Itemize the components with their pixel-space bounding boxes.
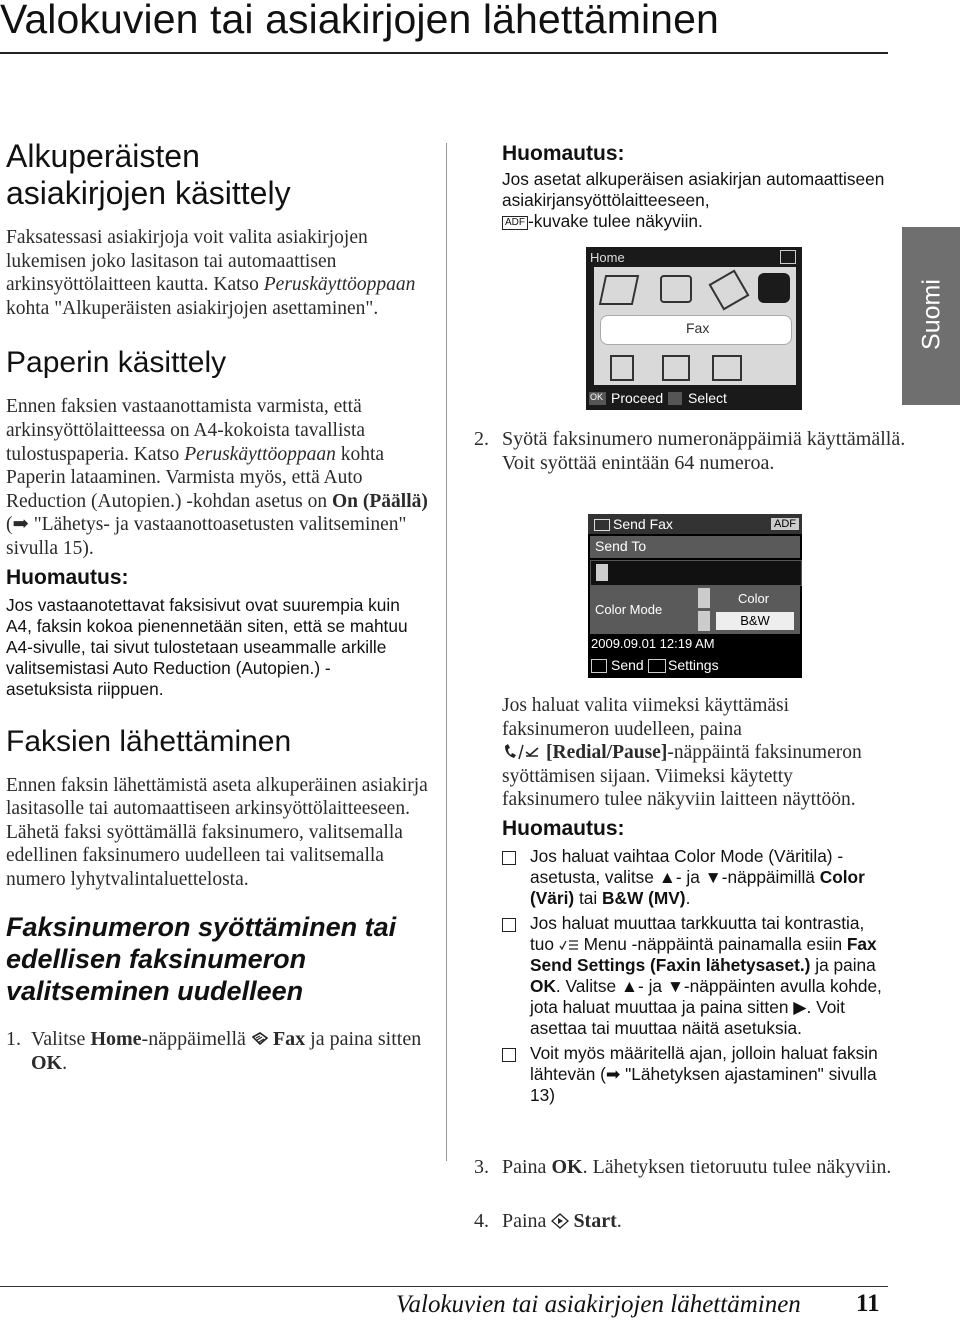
key-label: OK — [31, 1051, 63, 1074]
book-title: Peruskäyttöoppaan — [263, 274, 416, 296]
fax-number-input[interactable] — [590, 560, 802, 586]
setting-value: On (Päällä) — [332, 490, 428, 512]
step-3 — [474, 1155, 914, 1179]
redial-pause-icon — [502, 743, 540, 761]
checkbox-bullet-icon — [502, 1048, 516, 1062]
fax-icon — [758, 273, 790, 303]
text: kohta Paperin lataaminen. Varmista myös, että Auto Reduction (Autopien.) -kohdan asetus on — [6, 443, 385, 512]
text: . — [616, 1210, 622, 1232]
right-column-lower — [502, 694, 892, 1110]
card-icon — [712, 355, 742, 381]
list-item — [502, 913, 892, 1039]
key-label: Home — [90, 1027, 142, 1050]
text: . Valitse ▲- ja ▼-näppäinten avulla kohde, jota haluat muuttaa ja paina sitten ▶. Voit asettaa tai muuttaa näitä asetuksia. — [530, 975, 882, 1038]
page-number: 11 — [856, 1290, 880, 1317]
book-title: Peruskäyttöoppaan — [184, 443, 336, 465]
originals-paragraph — [6, 226, 431, 320]
note-heading: Huomautus: — [6, 565, 129, 589]
color-mode-label: Color Mode — [595, 602, 663, 617]
network-icon — [780, 250, 796, 264]
adf-icon: ADF — [502, 216, 528, 230]
step-text: Syötä faksinumero numeronäppäimiä käyttämällä. Voit syöttää enintään 64 numeroa. — [502, 428, 906, 474]
text: ja paina — [810, 954, 876, 975]
select-label: Select — [688, 390, 727, 406]
text: Jos asetat alkuperäisen asiakirjan automaattiseen asiakirjansyöttölaitteeseen, — [502, 169, 885, 210]
text: Voit myös määritellä ajan, jolloin haluat faksin lähtevän (➡ "Lähetyksen ajastaminen" sivulla 13) — [530, 1042, 878, 1105]
checkbox-bullet-icon — [502, 918, 516, 932]
scan-icon — [709, 270, 750, 311]
step-4 — [474, 1209, 914, 1233]
settings-label: Settings — [668, 657, 719, 673]
text: Jos haluat vaihtaa Color Mode (Väritila) -asetusta, valitse ▲- ja ▼-näppäimillä — [530, 845, 844, 887]
redial-paragraph — [502, 694, 892, 812]
fax-icon — [251, 1031, 269, 1047]
home-screen — [586, 247, 802, 410]
section-heading-paper: Paperin käsittely — [6, 346, 227, 380]
key-label: Fax — [272, 1027, 306, 1050]
header-rule — [0, 52, 888, 54]
note-text: Jos vastaanotettavat faksisivut ovat suurempia kuin A4, faksin kokoa pienennetään siten, että se mahtuu A4-sivulle, tai sivut tulostetaan useammalle arkille valitsemistasi Auto Reduction (Autopien.) -asetuksista riippuen. — [6, 594, 408, 699]
page-header-title: Valokuvien tai asiakirjojen lähettäminen — [0, 0, 719, 42]
text: . Lähetyksen tietoruutu tulee näkyviin. — [582, 1156, 892, 1178]
setup-icon — [610, 355, 634, 381]
text: -kuvake tulee näkyviin. — [528, 211, 703, 231]
footer-title: Valokuvien tai asiakirjojen lähettäminen — [396, 1291, 801, 1318]
down-arrow-icon[interactable] — [698, 611, 710, 631]
step-2 — [474, 427, 912, 475]
text: Valitse — [31, 1027, 91, 1050]
checkbox-bullet-icon — [502, 851, 516, 865]
step-1 — [6, 1027, 431, 1075]
key-label: OK — [530, 975, 556, 996]
section-heading-sending: Faksien lähettäminen — [6, 724, 292, 758]
adf-badge: ADF — [771, 518, 799, 530]
footer-rule — [0, 1286, 888, 1287]
print-icon — [662, 355, 690, 381]
datetime-readout: 2009.09.01 12:19 AM — [591, 636, 715, 651]
subsection-heading-number: Faksinumeron syöttäminen tai edellisen faksinumeron valitseminen uudelleen — [6, 911, 397, 1006]
proceed-label: Proceed — [611, 390, 664, 406]
start-icon — [551, 1213, 569, 1229]
text: Ennen faksien vastaanottamista varmista, että arkinsyöttölaitteessa on A4-kokoista tavallista tulostuspaperia. Katso — [6, 396, 366, 465]
note-adf — [502, 169, 890, 232]
key-label: [Redial/Pause] — [546, 742, 668, 764]
text: Jos haluat valita viimeksi käyttämäsi faksinumeron uudelleen, paina — [502, 695, 790, 740]
home-screen-title: Home — [590, 250, 625, 265]
text: . — [62, 1051, 68, 1074]
start-icon — [591, 659, 607, 673]
text: tai — [574, 887, 603, 908]
text: (➡ "Lähetys- ja vastaanottoasetusten valitseminen" sivulla 15). — [6, 514, 407, 559]
menu-icon — [648, 659, 666, 673]
text: Menu -näppäintä painamalla esiin — [578, 933, 847, 954]
copy-icon — [599, 275, 639, 305]
list-item — [502, 846, 892, 909]
ok-badge-label: OK — [590, 392, 604, 402]
language-tab-label: Suomi — [917, 279, 946, 350]
step-number: 1. — [6, 1027, 21, 1050]
left-column — [6, 138, 431, 1075]
send-label: Send — [611, 657, 644, 673]
send-to-label: Send To — [595, 538, 647, 554]
key-label: Start — [573, 1210, 617, 1232]
option-label: Color (Väri) — [530, 866, 865, 908]
send-fax-title: Send Fax — [613, 516, 673, 532]
home-screen-panel — [594, 267, 796, 385]
sending-paragraph: Ennen faksin lähettämistä aseta alkuperäinen asiakirja lasitasolle tai automaattiseen arkinsyöttölaitteeseen. Lähetä faksi syöttämällä faksinumero, valitsemalla edellinen faksinumero uudelleen tai valitsemalla numero lyhytvalintaluettelosta. — [6, 774, 428, 890]
menu-icon — [559, 939, 579, 951]
fax-label: Fax — [686, 320, 710, 336]
note-list — [502, 846, 892, 1106]
text: ja paina sitten — [305, 1027, 422, 1050]
list-item — [502, 1043, 892, 1106]
note-heading: Huomautus: — [502, 816, 625, 840]
select-arrows-icon — [668, 392, 682, 405]
text: Faksatessasi asiakirjoja voit valita asiakirjojen lukemisen joko lasitason tai automaattisen arkinsyöttölaitteen kautta. Katso — [6, 227, 368, 296]
text: Paina — [502, 1156, 552, 1178]
note-heading: Huomautus: — [502, 142, 625, 165]
text: Jos haluat muuttaa tarkkuutta tai kontrastia, tuo — [530, 912, 865, 954]
column-divider — [446, 143, 447, 1161]
menu-label: Fax Send Settings (Faxin lähetysaset.) — [530, 933, 877, 975]
text: kohta "Alkuperäisten asiakirjojen asettaminen". — [6, 297, 379, 319]
text: -näppäintä faksinumeron syöttämisen sijaan. Viimeksi käytetty faksinumero tulee näkyviin laitteen näyttöön. — [502, 742, 862, 811]
fax-icon — [594, 519, 610, 531]
text: Paina — [502, 1210, 552, 1232]
key-label: OK — [551, 1156, 583, 1178]
right-column — [502, 141, 890, 232]
step-number: 2. — [474, 428, 489, 450]
paper-paragraph — [6, 395, 431, 560]
send-fax-screen — [588, 514, 802, 678]
text: -näppäimellä — [141, 1027, 251, 1050]
up-arrow-icon[interactable] — [698, 588, 710, 608]
option-label: B&W (MV) — [602, 887, 686, 908]
step-number: 4. — [474, 1210, 489, 1232]
text-cursor — [596, 564, 608, 581]
step-number: 3. — [474, 1156, 489, 1178]
text: . — [685, 887, 691, 908]
photo-icon — [660, 275, 692, 303]
section-heading-originals: Alkuperäisten asiakirjojen käsittely — [6, 138, 291, 211]
bw-option-selected[interactable]: B&W — [716, 612, 794, 630]
color-option[interactable]: Color — [738, 591, 770, 606]
